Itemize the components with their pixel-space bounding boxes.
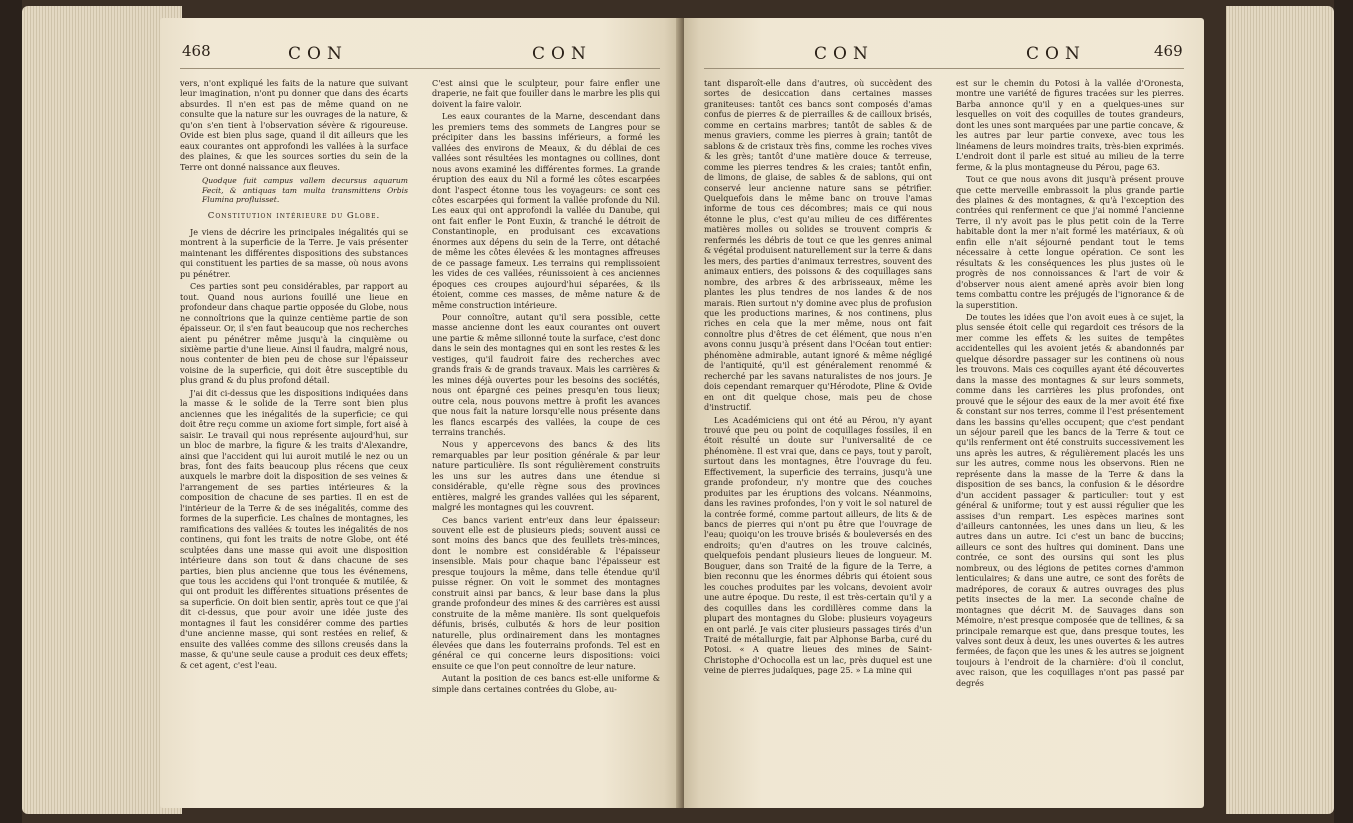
page-edges-right (1226, 6, 1334, 814)
page-edges-left (22, 6, 182, 814)
paragraph: Quodque fuit campus vallem decursus aquarum Fecit, & antiquas tam multa transmittens Orbis Flumina profluisset. (202, 176, 408, 205)
paragraph: Autant la position de ces bancs est-elle uniforme & simple dans certaines contrées du Globe, au- (432, 673, 660, 694)
paragraph: Les eaux courantes de la Marne, descendant dans les premiers tems des sommets de Langres pour se précipiter dans les bassins inférieurs, a formé les vallées des environs de Meaux, & du déblai de ces vallées sont résultées les montagnes ou collines, dont nous avons examiné les différentes formes. La grande éruption des eaux du Nil a formé les côtes escarpées dont l'aspect étonne tous les voyageurs: ce sont ces côtes escarpées qui forment la vallée profonde du Nil. Les eaux qui ont approfondi la vallée du Danube, qui ont fait enfler le Pont Euxin, & tranché le détroit de Constantinople, en produisant ces excavations énormes aux dépens du sein de la Terre, ont détaché de même les côtes élevées & les montagnes affreuses de ce passage fameux. Les terrains qui remplissoient les vides de ces vallées, réunissoient à ces anciennes époques ces croupes aujourd'hui séparées, & ils étoient, comme ces masses, de même nature & de même construction intérieure. (432, 111, 660, 310)
header-rule (180, 68, 660, 69)
right-page (684, 18, 1204, 808)
paragraph: Je viens de décrire les principales inégalités qui se montrent à la superficie de la Terre. Je vais présenter maintenant les différentes dispositions des substances qui constituent les parties de sa masse, où nous avons pu pénétrer. (180, 227, 408, 279)
column-2 (956, 78, 1184, 690)
paragraph: tant disparoît-elle dans d'autres, où succèdent des sortes de desiccation dans certaines masses graniteuses: tantôt ces bancs sont composés d'amas confus de pierres & de pierrailles & de cailloux brisés, comme en certains marbres; tantôt de sables & de menus graviers, comme les pierres à grain; tantôt de sablons & de cristaux très fins, comme les roches vives & les grès; tantôt d'une matière douce & terreuse, comme les pierres tendres & les craies; tantôt enfin, de limons, de glaise, de sables & de sablons, qui ont conservé leur ancienne nature sans se pétrifier. Quelquefois dans le même banc on trouve l'amas informe de tous ces décombres; mais ce qui nous étonne le plus, c'est qu'au milieu de ces différentes matières molles ou solides se trouvent compris & renfermés les débris de tout ce que les genres animal & végétal produisent naturellement sur la terre & dans les mers, des parties d'animaux terrestres, souvent des animaux entiers, des poissons & des coquillages sans nombre, des arbres & des arbrisseaux, même les plantes les plus tendres de nos landes & de nos marais. Rien surtout n'y domine avec plus de profusion que les productions marines, & nos continens, plus riches en cela que la mer même, nous ont fait connoître plus d'êtres de cet élément, que nous n'en avons connu jusqu'à présent dans l'Océan tout entier: phénomène admirable, autant ignoré & même négligé de l'antiquité, qu'il est généralement renommé & recherché par les savans naturalistes de nos jours. Je dois cependant remarquer qu'Hérodote, Pline & Ovide en ont dit quelque chose, mais peu de chose d'instructif. (704, 78, 932, 413)
paragraph: C'est ainsi que le sculpteur, pour faire enfler une draperie, ne fait que fouiller dans le marbre les plis qui doivent la faire valoir. (432, 78, 660, 109)
paragraph: Tout ce que nous avons dit jusqu'à présent prouve que cette merveille embrassoit la plus grande partie des plaines & des montagnes, & qu'à l'exception des contrées qui renferment ce que j'ai nommé l'ancienne Terre, il n'y avoit pas le plus petit coin de la Terre habitable dont la mer n'ait formé les matériaux, & où enfin elle n'ait séjourné pendant tout le tems nécessaire à cette longue opération. Ce sont les résultats & les conséquences les plus justes où le progrès de nos connoissances & l'art de voir & d'observer nous aient amené après avoir bien long tems combattu contre les préjugés de l'ignorance & de la superstition. (956, 174, 1184, 310)
paragraph: Constitution intérieure du Globe. (207, 210, 381, 221)
paragraph: Ces parties sont peu considérables, par rapport au tout. Quand nous aurions fouillé une lieue en profondeur dans chaque partie opposée du Globe, nous ne connoîtrions que la quinze centième partie de son épaisseur. Or, il s'en faut beaucoup que nos recherches aient pu pénétrer même jusqu'à la cinquième ou sixième partie d'une lieue. Ainsi il faudra, malgré nous, nous contenter de bien peu de chose sur l'épaisseur voisine de la superficie, qui doit être susceptible du plus grand & du plus profond détail. (180, 281, 408, 386)
page-number-left: 468 (182, 42, 211, 60)
paragraph: Pour connoître, autant qu'il sera possible, cette masse ancienne dont les eaux courantes ont ouvert une partie & même sillonné toute la surface, c'est donc dans le sein des montagnes qui en sont les restes & les vestiges, qu'il faudroit faire des recherches avec grands frais & de grands travaux. Mais les carrières & les mines déjà ouvertes pour les besoins des sociétés, nous ont épargné ces peines presqu'en tous lieux; outre cela, nous pouvons mettre à profit les avances que nous fait la nature lorsqu'elle nous présente dans les flancs escarpés des vallées, la coupe de ces terrains tranchés. (432, 311, 660, 437)
running-head-left: CON (814, 44, 874, 64)
paragraph: De toutes les idées que l'on avoit eues à ce sujet, la plus sensée étoit celle qui regardoit ces trésors de la mer comme les effets & les suites de tempêtes accidentelles qui les avoient jetés & abandonnés par quelque désordre passager sur les continens où nous les trouvons. Mais ces coquilles ayant été découvertes dans la masse des montagnes & sur leurs sommets, comme dans les carrières les plus profondes, ont prouvé que le séjour des eaux de la mer avoit été fixe & constant sur nos terres, comme il l'est présentement dans les bassins qu'elles occupent; que c'est pendant un séjour pareil que les bancs de la Terre & tout ce qu'ils renferment ont été construits successivement les uns après les autres, & régulièrement placés les uns sur les autres, comme nous les observons. Rien ne représente dans la masse de la Terre & dans la disposition de ses bancs, la confusion & le désordre d'un accident passager & particulier: tout y est général & uniforme; tout y est aussi régulier que les assises d'un rempart. Les espèces marines sont d'ailleurs cantonnées, les unes dans un lieu, & les autres dans un autre. Ici c'est un banc de buccins; ailleurs ce sont des huîtres qui dominent. Dans une contrée, ce sont des oursins qui sont les plus nombreux, ou des légions de petites cornes d'ammon lenticulaires; & dans une autre, ce sont des forêts de madrépores, de coraux & autres ouvrages des plus petits insectes de la mer. La seconde chaîne de montagnes que décrit M. de Sauvages dans son Mémoire, n'est presque composée que de tellines, & sa principale remarque est que, dans presque toutes, les valves sont deux à deux, les unes ouvertes & les autres fermées, de façon que les unes & les autres se joignent toujours à l'endroit de la charnière: d'où il conclut, avec raison, que les coquillages n'ont pas passé par degrés (956, 311, 1184, 688)
header-rule (704, 68, 1184, 69)
column-2 (432, 78, 660, 696)
paragraph: est sur le chemin du Potosi à la vallée d'Oronesta, montre une variété de figures tracées sur les pierres. Barba annonce qu'il y en a quelques-unes sur lesquelles on voit des coquilles de toutes grandeurs, dont les unes sont marquées par une partie concave, & les autres par leur partie convexe, avec tous les linéamens de leurs moindres traits, très-bien exprimés. L'endroit dont il parle est situé au milieu de la terre ferme, & la plus montagneuse du Pérou, page 63. (956, 78, 1184, 172)
running-head-right: CON (532, 44, 592, 64)
page-number-right: 469 (1154, 42, 1183, 60)
paragraph: J'ai dit ci-dessus que les dispositions indiquées dans la masse & le solide de la Terre sont bien plus anciennes que les inégalités de la superficie; ce qui doit être reçu comme un axiome fort simple, fort aisé à saisir. Le travail qui nous représente aujourd'hui, sur un bloc de marbre, la figure & les traits d'Alexandre, ainsi que l'accident qui lui auroit mutilé le nez ou un bras, font des faits beaucoup plus récens que ceux auxquels le marbre doit la disposition de ses veines & l'arrangement de ses parties intérieures & la composition de chacune de ses parties. Il en est de l'intérieur de la Terre & de ses inégalités, comme des formes de la superficie. Les chaînes de montagnes, les ramifications des vallées & toutes les inégalités de nos continens, qui font les traits de notre Globe, ont été sculptées dans une masse qui avoit une disposition intérieure dans son tout & dans chacune de ses parties, bien plus ancienne que tous les événemens, que tous les accidens qui l'ont tronquée & mutilée, & qui ont produit les différentes situations présentes de sa superficie. On doit bien sentir, après tout ce que j'ai dit ci-dessus, que pour avoir une idée juste des montagnes il faut les considérer comme des parties d'une ancienne masse, qui sont restées en relief, & ensuite des vallées comme des sillons creusés dans la masse, & qu'une seule cause a produit ces deux effets; & cet agent, c'est l'eau. (180, 387, 408, 670)
paragraph: Les Académiciens qui ont été au Pérou, n'y ayant trouvé que peu ou point de coquillages fossiles, il en étoit résulté un doute sur l'universalité de ce phénomène. Il est vrai que, dans ce pays, tout y paroît, surtout dans les montagnes, être l'ouvrage du feu. Effectivement, la superficie des terrains, jusqu'à une grande profondeur, n'y montre que des couches produites par les éruptions des volcans. Néanmoins, dans les ravines profondes, l'on y voit le sol naturel de la contrée formé, comme partout ailleurs, de lits & de bancs de pierres qui n'ont pu être que l'ouvrage de l'eau; quoiqu'on les trouve brisés & bouleversés en des endroits; qu'en d'autres on les trouve calcinés, quelquefois pendant plusieurs lieues de longueur. M. Bouguer, dans son Traité de la figure de la Terre, a bien reconnu que les énormes débris qui étoient sous les couches produites par les volcans, devoient avoir une autre époque. Du reste, il est très-certain qu'il y a des coquilles dans les cordillères comme dans la plupart des montagnes du Globe: plusieurs voyageurs en ont parlé. Je vais citer plusieurs passages tirés d'un Traité de métallurgie, fait par Alphonse Barba, curé du Potosi. « A quatre lieues des mines de Saint-Christophe d'Ochocolla est un lac, près duquel est une veine de pierres judaïques, page 25. » La mine qui (704, 414, 932, 676)
running-head-left: CON (288, 44, 348, 64)
column-1 (704, 78, 932, 678)
paragraph: vers, n'ont expliqué les faits de la nature que suivant leur imagination, n'ont pu donner que dans des écarts absurdes. Il n'en est pas de même quand on ne consulte que la nature sur les ouvrages de la nature, & qu'on s'en tient à l'observation sévère & rigoureuse. Ovide est bien plus sage, quand il dit ailleurs que les eaux courantes ont approfondi les vallées à la surface des plaines, & que les sources sorties du sein de la Terre ont donné naissance aux fleuves. (180, 78, 408, 172)
paragraph: Nous y appercevons des bancs & des lits remarquables par leur position générale & par leur nature particulière. Ils sont régulièrement construits les uns sur les autres dans une étendue si considérable, qu'elle règne sous des provinces entières, malgré les grandes vallées qui les séparent, malgré les montagnes qui les couvrent. (432, 439, 660, 513)
running-head-right: CON (1026, 44, 1086, 64)
left-page (160, 18, 680, 808)
paragraph: Ces bancs varient entr'eux dans leur épaisseur: souvent elle est de plusieurs pieds; souvent aussi ce sont moins des bancs que des feuillets très-minces, dont le nombre est considérable & l'épaisseur insensible. Mais pour chaque banc l'épaisseur est presque toujours la même, dans telle étendue qu'il puisse régner. On voit le sommet des montagnes construit ainsi par bancs, & leur base dans la plus grande profondeur des mines & des carrières est aussi construite de la même manière. Ils sont quelquefois défunis, brisés, culbutés & hors de leur position naturelle, plus ordinairement dans les montagnes élevées que dans les fouterrains profonds. Tel est en général ce qui concerne leurs dispositions: voici ensuite ce que l'on peut connoître de leur nature. (432, 514, 660, 671)
column-1 (180, 78, 408, 672)
